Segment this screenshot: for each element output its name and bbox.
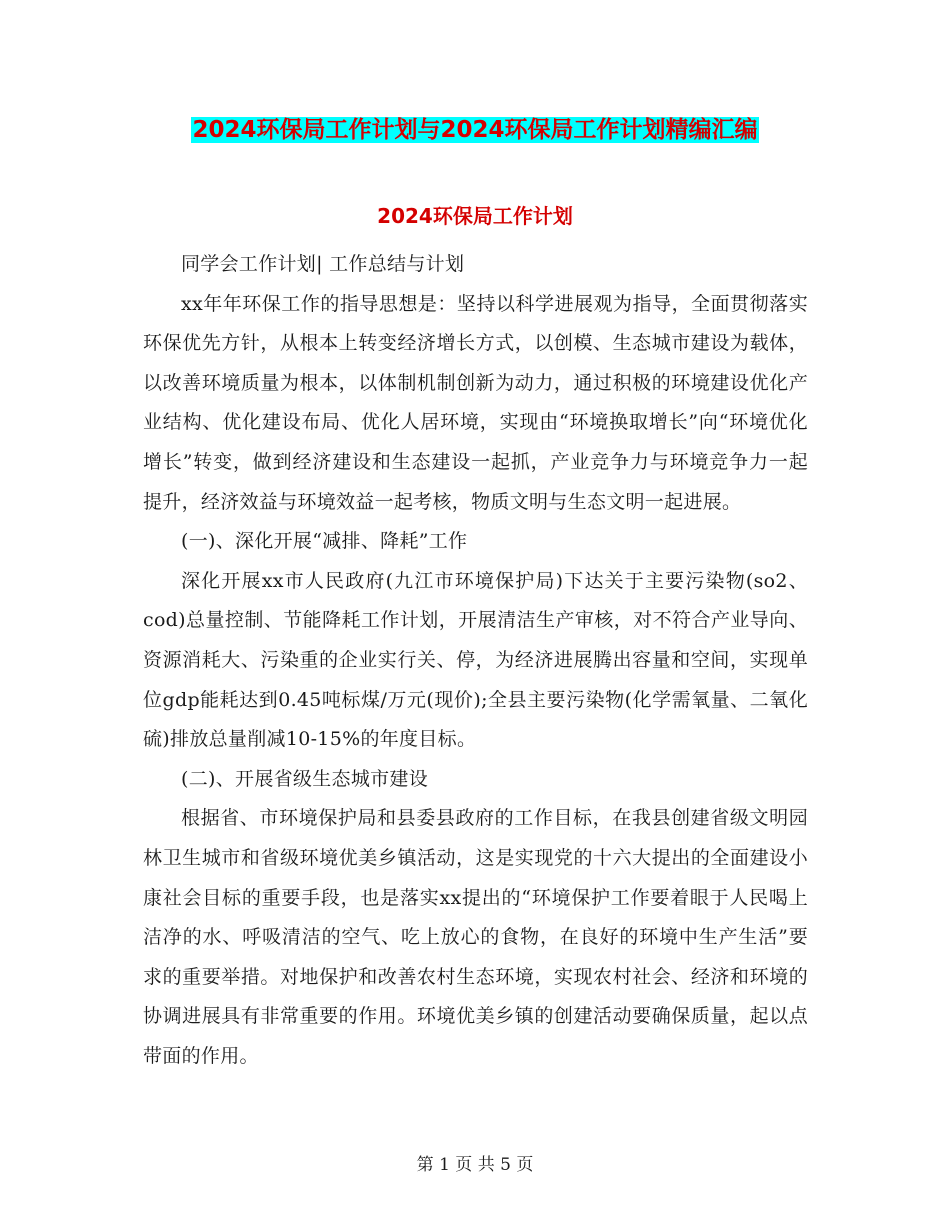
document-title <box>0 113 950 147</box>
section-heading: (二)、开展省级生态城市建设 <box>181 767 429 790</box>
body-paragraph: xx年年环保工作的指导思想是：坚持以科学进展观为指导，全面贯彻落实环保优先方针，从根本上转变经济增长方式，以创模、生态城市建设为载体，以改善环境质量为根本，以体制机制创新为动力，通过积极的环境建设优化产业结构、优化建设布局、优化人居环境，实现由“环境换取增长”向“环境优化增长”转变，做到经济建设和生态建设一起抓，产业竞争力与环境竞争力一起提升，经济效益与环境效益一起考核，物质文明与生态文明一起进展。 <box>143 292 808 513</box>
document-body <box>143 245 808 1076</box>
section-heading: (一)、深化开展“减排、降耗”工作 <box>181 530 468 553</box>
category-line: 同学会工作计划| 工作总结与计划 <box>181 253 465 275</box>
body-paragraph: 根据省、市环境保护局和县委县政府的工作目标，在我县创建省级文明园林卫生城市和省级环境优美乡镇活动，这是实现党的十六大提出的全面建设小康社会目标的重要手段，也是落实xx提出的“环境保护工作要着眼于人民喝上洁净的水、呼吸清洁的空气、吃上放心的食物，在良好的环境中生产生活”要求的重要举措。对地保护和改善农村生态环境，实现农村社会、经济和环境的协调进展具有非常重要的作用。环境优美乡镇的创建活动要确保质量，起以点带面的作用。 <box>143 807 808 1067</box>
body-paragraph: 深化开展xx市人民政府(九江市环境保护局)下达关于主要污染物(so2、cod)总量控制、节能降耗工作计划，开展清洁生产审核，对不符合产业导向、资源消耗大、污染重的企业实行关、停，为经济进展腾出容量和空间，实现单位gdp能耗达到0.45吨标煤/万元(现价);全县主要污染物(化学需氧量、二氧化硫)排放总量削减10-15%的年度目标。 <box>143 569 808 751</box>
section-title: 2024环保局工作计划 <box>377 204 573 228</box>
page-number: 第 1 页 共 5 页 <box>416 1155 534 1175</box>
document-title-text: 2024环保局工作计划与2024环保局工作计划精编汇编 <box>192 117 758 143</box>
